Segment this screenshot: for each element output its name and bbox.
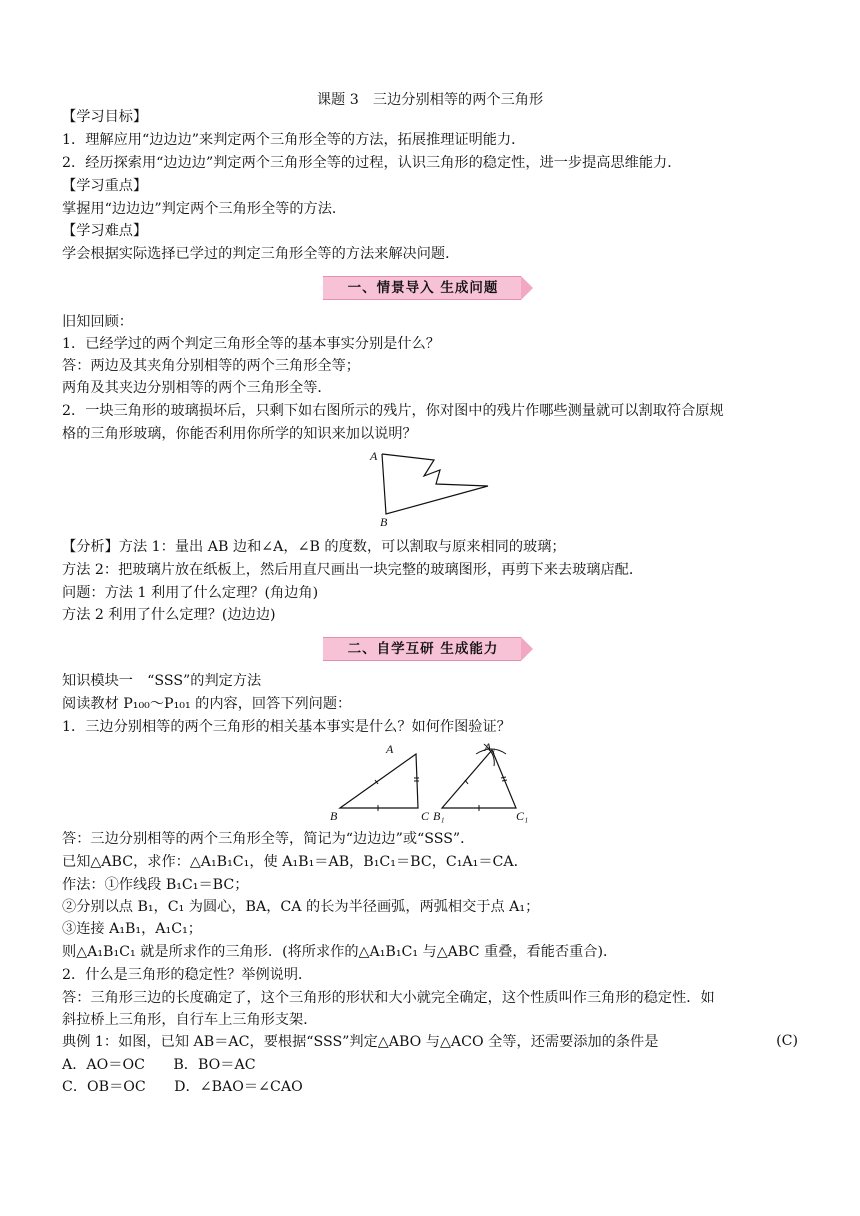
page-title: 课题 3 三边分别相等的两个三角形 (316, 92, 544, 108)
tick-a1b1 (465, 780, 468, 784)
section-banner-1 (323, 276, 535, 300)
question-2-line-1: 2．一块三角形的玻璃损坏后，只剩下如右图所示的残片，你对图中的残片作哪些测量就可以割取符合原规 (62, 403, 724, 419)
key-header: 【学习重点】 (62, 178, 148, 194)
knowledge-module: 知识模块一 “SSS”的判定方法 (62, 673, 262, 689)
banner-label: 二、自学互研 生成能力 (347, 641, 499, 657)
objectives-header: 【学习目标】 (62, 109, 148, 125)
label-b: B (330, 809, 338, 823)
answer-stability-line-1: 答：三角形三边的长度确定了，这个三角形的形状和大小就完全确定，这个性质叫作三角形的稳定性．如 (62, 990, 715, 1006)
label-a: A (386, 742, 394, 756)
answer-stability-line-2: 斜拉桥上三角形，自行车上三角形支架． (62, 1012, 318, 1028)
example-question: 典例 1：如图，已知 AB＝AC，要根据“SSS”判定△ABO 与△ACO 全等，还需要添加的条件是 (62, 1034, 659, 1050)
construction-conclusion: 则△A₁B₁C₁ 就是所求作的三角形．(将所求作的△A₁B₁C₁ 与△ABC 重叠，看能否重合)． (62, 944, 618, 960)
question-stability: 2．什么是三角形的稳定性？举例说明． (62, 967, 313, 983)
construction-step-1: 作法：①作线段 B₁C₁＝BC； (62, 877, 249, 893)
question-2-line-2: 格的三角形玻璃，你能否利用你所学的知识来加以说明？ (62, 426, 417, 442)
triangle-a1b1c1 (442, 750, 516, 808)
answer-1-line-1: 答：两边及其夹角分别相等的两个三角形全等； (62, 358, 360, 374)
question-1: 1．已经学过的两个判定三角形全等的基本事实分别是什么？ (62, 336, 440, 352)
label-a1: A₁ (484, 740, 496, 754)
label-c1: C₁ (516, 809, 529, 823)
broken-glass-figure (360, 446, 500, 532)
glass-label-b: B (380, 515, 388, 529)
review-label: 旧知回顾： (62, 314, 133, 330)
construction-step-3: ③连接 A₁B₁，A₁C₁； (62, 921, 202, 937)
method-question-1: 问题：方法 1 利用了什么定理？(角边角) (62, 585, 319, 601)
section-banner-2 (323, 637, 535, 661)
label-b1: B₁ (433, 809, 445, 823)
construction-given: 已知△ABC，求作：△A₁B₁C₁，使 A₁B₁＝AB，B₁C₁＝BC，C₁A₁＝CA． (62, 854, 528, 870)
objective-2: 2．经历探索用“边边边”判定两个三角形全等的过程，认识三角形的稳定性，进一步提高思维能力． (62, 155, 682, 171)
label-c: C (421, 809, 430, 823)
difficulty-text: 学会根据实际选择已学过的判定三角形全等的方法来解决问题． (62, 246, 460, 262)
key-text: 掌握用“边边边”判定两个三角形全等的方法． (62, 201, 347, 217)
answer-1-line-2: 两角及其夹边分别相等的两个三角形全等． (62, 380, 332, 396)
construction-step-2: ②分别以点 B₁，C₁ 为圆心，BA，CA 的长为半径画弧，两弧相交于点 A₁； (62, 899, 540, 915)
banner-label: 一、情景导入 生成问题 (347, 280, 499, 296)
question-sss: 1．三边分别相等的两个三角形的相关基本事实是什么？如何作图验证？ (62, 719, 511, 735)
objective-1: 1．理解应用“边边边”来判定两个三角形全等的方法，拓展推理证明能力． (62, 132, 526, 148)
example-answer: (C) (776, 1033, 798, 1049)
triangle-abc (340, 754, 418, 808)
example-options-2: C．OB＝OC D．∠BAO＝∠CAO (62, 1079, 303, 1095)
difficulty-header: 【学习难点】 (62, 223, 148, 239)
answer-sss: 答：三边分别相等的两个三角形全等，简记为“边边边”或“SSS”． (62, 831, 475, 847)
analysis-method-2: 方法 2：把玻璃片放在纸板上，然后用直尺画出一块完整的玻璃图形，再剪下来去玻璃店配． (62, 562, 644, 578)
tick-a1c1-1 (501, 777, 506, 778)
tick-a1c1-2 (502, 780, 507, 781)
glass-fragment-outline (382, 454, 488, 514)
analysis-method-1: 【分析】方法 1：量出 AB 边和∠A，∠B 的度数，可以割取与原来相同的玻璃； (62, 539, 566, 555)
reading-instruction: 阅读教材 P₁₀₀～P₁₀₁ 的内容，回答下列问题： (62, 696, 352, 712)
triangle-construction-figure (326, 740, 536, 826)
method-question-2: 方法 2 利用了什么定理？(边边边) (62, 607, 276, 623)
example-options-1: A．AO＝OC B．BO＝AC (62, 1057, 256, 1073)
glass-label-a: A (370, 449, 378, 463)
